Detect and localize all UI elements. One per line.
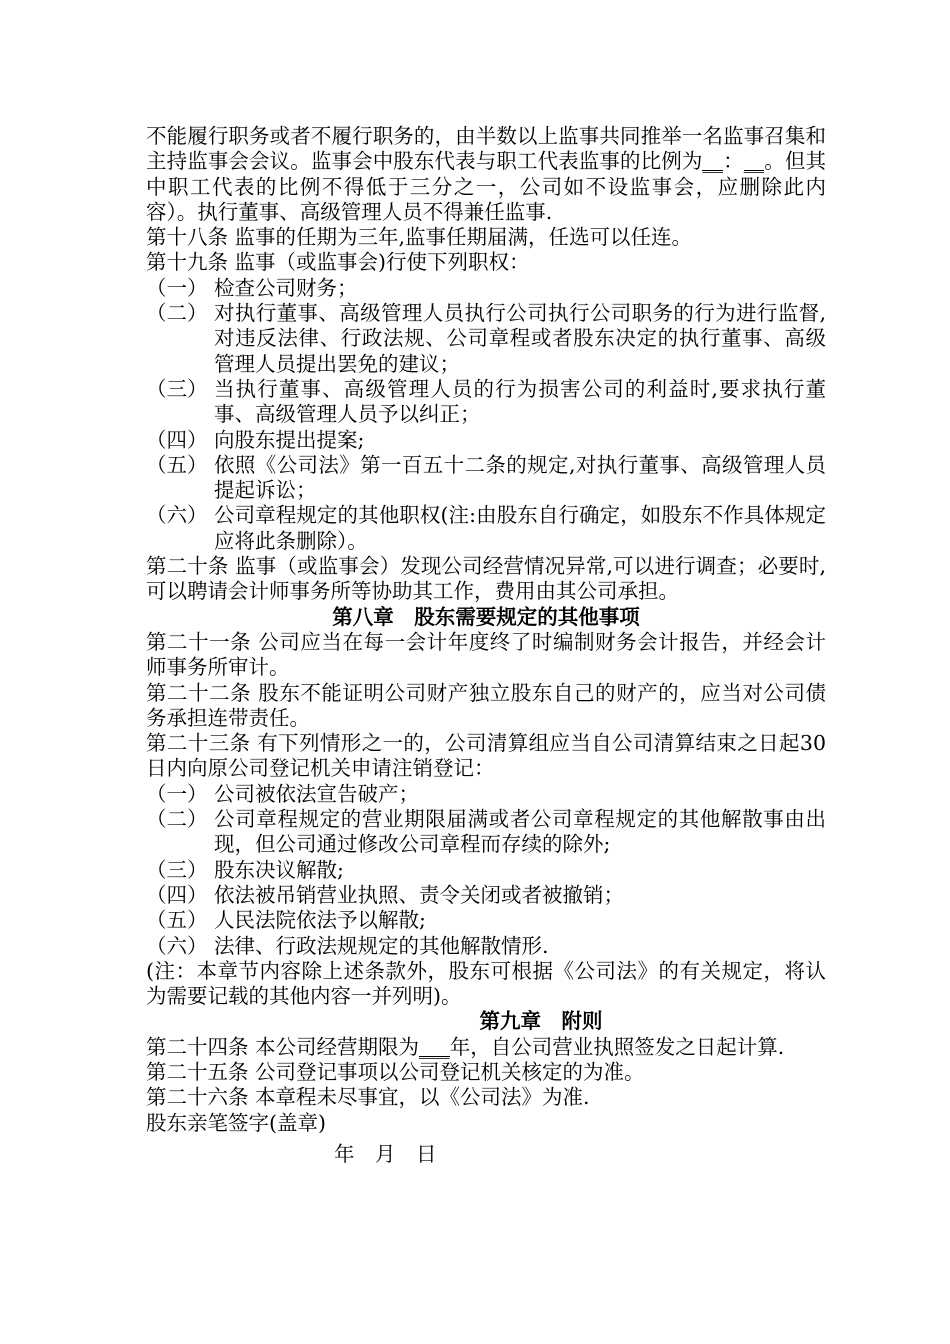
list-item-number: （二） <box>146 807 208 832</box>
chapter-note: (注：本章节内容除上述条款外，股东可根据《公司法》的有关规定，将认为需要记载的其他内容一并列明)。 <box>146 958 826 1009</box>
paragraph-supervisor-meeting: 不能履行职务或者不履行职务的，由半数以上监事共同推举一名监事召集和主持监事会会议。监事会中股东代表与职工代表监事的比例为__：__。但其中职工代表的比例不得低于三分之一，公司如不设监事会，应删除此内容）。执行董事、高级管理人员不得兼任监事. <box>146 124 826 224</box>
article-21: 第二十一条 公司应当在每一会计年度终了时编制财务会计报告，并经会计师事务所审计。 <box>146 629 826 680</box>
list-item-text: 检查公司财务； <box>214 275 358 300</box>
article-24: 第二十四条 本公司经营期限为___年，自公司营业执照签发之日起计算. <box>146 1034 785 1059</box>
list-item-number: （三） <box>146 857 208 882</box>
list-item-number: （三） <box>146 376 208 401</box>
list-item <box>146 453 826 504</box>
list-item-text: 法律、行政法规规定的其他解散情形. <box>214 933 549 958</box>
list-item-text: 依照《公司法》第一百五十二条的规定,对执行董事、高级管理人员提起诉讼； <box>214 452 826 503</box>
list-item-number: （四） <box>146 882 208 907</box>
list-item-text: 公司章程规定的其他职权(注:由股东自行确定，如股东不作具体规定应将此条删除）。 <box>214 503 826 553</box>
list-item-number: （二） <box>146 301 208 326</box>
article-18: 第十八条 监事的任期为三年,监事任期届满，任选可以任连。 <box>146 225 693 250</box>
list-item-number: （五） <box>146 908 208 933</box>
list-item <box>146 858 826 883</box>
chapter-8-heading: 第八章 股东需要规定的其他事项 <box>332 604 640 629</box>
list-item-text: 公司章程规定的营业期限届满或者公司章程规定的其他解散事由出现，但公司通过修改公司章程而存续的除外; <box>214 807 826 857</box>
list-item <box>146 428 826 453</box>
list-item <box>146 503 826 554</box>
article-23: 第二十三条 有下列情形之一的，公司清算组应当自公司清算结束之日起30日内向原公司登记机关申请注销登记： <box>146 731 826 781</box>
list-item-text: 人民法院依法予以解散; <box>214 908 426 933</box>
article-25: 第二十五条 公司登记事项以公司登记机关核定的为准。 <box>146 1059 645 1084</box>
ratio-blank-1: __ <box>702 149 723 174</box>
list-item-number: （四） <box>146 427 208 452</box>
list-item-number: （一） <box>146 275 208 300</box>
list-item-text: 股东决议解散; <box>214 857 344 882</box>
article-23-list <box>146 782 826 959</box>
list-item-text: 依法被吊销营业执照、责令关闭或者被撤销； <box>214 882 624 907</box>
signature-line: 股东亲笔签字(盖章) <box>146 1110 326 1135</box>
list-item <box>146 276 826 301</box>
article-22: 第二十二条 股东不能证明公司财产独立股东自己的财产的，应当对公司债务承担连带责任。 <box>146 680 826 730</box>
chapter-9-heading: 第九章 附则 <box>479 1009 603 1034</box>
list-item <box>146 301 826 377</box>
date-line: 年 月 日 <box>334 1141 437 1166</box>
list-item-text: 对执行董事、高级管理人员执行公司执行公司职务的行为进行监督,对违反法律、行政法规、公司章程或者股东决定的执行董事、高级管理人员提出罢免的建议； <box>214 301 826 376</box>
list-item-number: （六） <box>146 503 208 528</box>
article-20: 第二十条 监事（或监事会）发现公司经营情况异常,可以进行调查；必要时,可以聘请会计师事务所等协助其工作，费用由其公司承担。 <box>146 554 826 604</box>
list-item <box>146 807 826 858</box>
list-item <box>146 883 826 908</box>
document-page <box>146 124 826 1167</box>
list-item-text: 公司被依法宣告破产； <box>214 781 419 806</box>
article-26: 第二十六条 本章程未尽事宜，以《公司法》为准. <box>146 1085 590 1110</box>
list-item <box>146 908 826 933</box>
list-item <box>146 377 826 428</box>
list-item <box>146 934 826 959</box>
list-item-number: （一） <box>146 781 208 806</box>
list-item <box>146 782 826 807</box>
list-item-text: 当执行董事、高级管理人员的行为损害公司的利益时,要求执行董事、高级管理人员予以纠正； <box>214 376 826 427</box>
term-years-blank: ___ <box>419 1034 450 1059</box>
ratio-blank-2: __ <box>743 149 765 174</box>
list-item-number: （六） <box>146 933 208 958</box>
list-item-text: 向股东提出提案; <box>214 427 365 452</box>
article-19-list <box>146 276 826 554</box>
article-19: 第十九条 监事（或监事会)行使下列职权： <box>146 250 530 275</box>
list-item-number: （五） <box>146 452 208 477</box>
